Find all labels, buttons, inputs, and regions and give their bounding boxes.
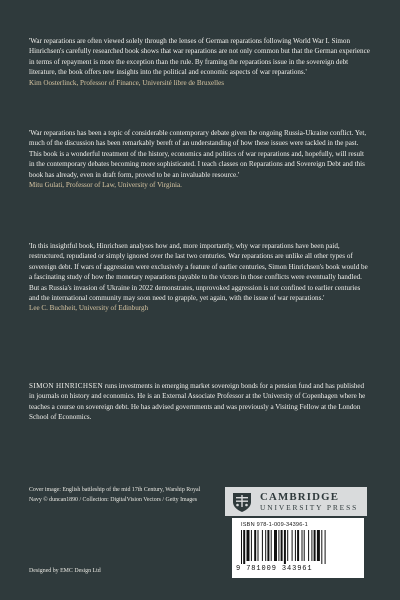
barcode-bar	[267, 530, 269, 561]
review-2	[29, 128, 371, 190]
review-quote: 'In this insightful book, Hinrichsen analyses how and, more importantly, why war reparations have been paid, restructured, repudiated or simply ignored over the last two centuries. War reparations are unlike all other types of sovereign debt. If wars of aggression were exclusively a feature of earlier centuries, Simon Hinrichsen's book would be a fascinating study of how the monetary reparations payable to the victors in those conflicts were eventually handled. But as Russia's invasion of Ukraine in 2022 demonstrates, unprovoked aggression is not confined to earlier centuries and the international community may soon need to grapple, yet again, with the issue of war reparations.'	[29, 242, 368, 303]
publisher-logo	[225, 487, 367, 516]
barcode-bar	[308, 530, 309, 561]
review-attribution: Kim Oosterlinck, Professor of Finance, Université libre de Bruxelles	[29, 78, 225, 87]
barcode-bar	[258, 530, 259, 561]
barcode-bar	[274, 530, 277, 561]
author-bio	[29, 381, 371, 423]
review-attribution: Mitu Gulati, Professor of Law, University of Virginia.	[29, 181, 182, 190]
review-3	[29, 241, 371, 314]
barcode-bar	[241, 530, 242, 564]
designer-credit: Designed by EMC Design Ltd	[29, 568, 101, 574]
barcode-bar	[254, 530, 256, 561]
review-attribution: Lee C. Buchheit, University of Edinburgh	[29, 304, 149, 313]
barcode-bar	[251, 530, 252, 561]
barcode-bar	[281, 530, 283, 561]
publisher-subname: UNIVERSITY PRESS	[260, 502, 359, 512]
barcode-bar	[271, 530, 272, 561]
barcode	[232, 518, 364, 578]
barcode-bar	[311, 530, 312, 561]
barcode-bar	[247, 530, 250, 561]
barcode-bar	[317, 530, 320, 561]
barcode-bar	[292, 530, 293, 561]
review-1	[29, 36, 371, 88]
barcode-bar	[302, 530, 303, 561]
cover-image-credit: Cover image: English battleship of the mid 17th Century, Warship Royal Navy © duncan1890 / Collection: DigitalVision Vectors / Getty Images	[29, 487, 201, 503]
barcode-bar	[265, 530, 266, 561]
isbn-label: ISBN 978-1-009-34396-1	[241, 522, 308, 528]
barcode-bar	[287, 530, 288, 561]
barcode-digits: 9 781009 343961	[236, 565, 313, 573]
barcode-bar	[284, 530, 286, 564]
barcode-bar	[295, 530, 296, 561]
barcode-bars	[241, 530, 355, 564]
barcode-bar	[297, 530, 299, 561]
barcode-bar	[304, 530, 305, 561]
review-quote: 'War reparations are often viewed solely through the lenses of German reparations following World War I. Simon Hinrichsen's carefully researched book shows that war reparations are not only common but that the German experience in terms of repayment is more the exception than the rule. By framing the reparations issue in the sovereign debt literature, the book offers new insights into the political and economic aspects of war reparations.'	[29, 37, 370, 77]
barcode-bar	[243, 530, 245, 564]
barcode-bar	[321, 530, 322, 564]
barcode-bar	[262, 530, 263, 561]
barcode-bar	[314, 530, 316, 561]
author-bio-text: runs investments in emerging market sovereign bonds for a pension fund and has published in journals on history and economics. He is an External Associate Professor at the University of Copenhagen where he teaches a course on sovereign debt. He has advised governments and was previously a Visiting Fellow at the London School of Economics.	[29, 382, 366, 422]
barcode-bar	[325, 530, 326, 564]
barcode-bar	[278, 530, 279, 561]
publisher-name: CAMBRIDGE	[260, 490, 340, 503]
shield-icon	[231, 491, 253, 513]
review-quote: 'War reparations has been a topic of considerable contemporary debate given the ongoing Russia-Ukraine conflict. Yet, much of the discussion has been remarkably bereft of an understanding of how these issues were tackled in the past. This book is a wonderful treatment of the history, economics and politics of war reparations and, hopefully, will result in the contemporary debates becoming more sophisticated. I teach classes on Reparations and Sovereign Debt and this book has already, even in draft form, proved to be an invaluable resource.'	[29, 129, 367, 179]
author-name: SIMON HINRICHSEN	[29, 382, 103, 390]
